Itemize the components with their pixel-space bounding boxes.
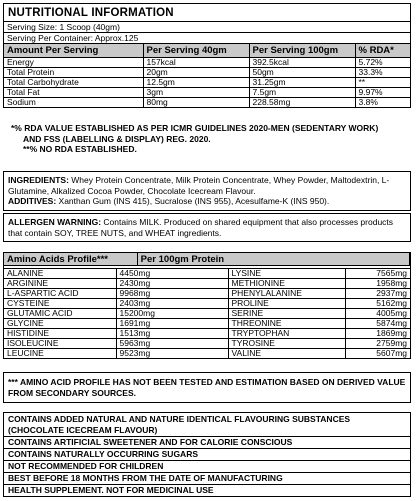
nutrient-value-100gm: 7.5gm <box>249 88 355 98</box>
rda-note-line2: AND FSS (LABELLING & DISPLAY) REG. 2020. <box>23 133 211 144</box>
additives-list: Xanthan Gum (INS 415), Sucralose (INS 955), Acesulfame-K (INS 950). <box>56 196 330 206</box>
amino-value: 4450mg <box>116 269 228 279</box>
amino-value: 5874mg <box>345 319 410 329</box>
amino-value: 5607mg <box>345 349 410 359</box>
amino-header-right: Per 100gm Protein <box>137 253 409 266</box>
amino-name: ARGININE <box>4 279 116 289</box>
nutrient-value-40gm: 3gm <box>143 88 249 98</box>
serving-size: Serving Size: 1 Scoop (40gm) <box>4 22 410 33</box>
amino-name: TRYPTOPHAN <box>228 329 345 339</box>
ingredients-label: INGREDIENTS: <box>8 175 69 185</box>
table-row <box>4 339 410 349</box>
nutrient-value-40gm: 12.5gm <box>143 78 249 88</box>
amino-name: CYSTEINE <box>4 299 116 309</box>
nutrition-title: NUTRITIONAL INFORMATION <box>4 4 410 22</box>
amino-name: PROLINE <box>228 299 345 309</box>
nutrient-rda: 33.3% <box>355 68 410 78</box>
amino-value: 2937mg <box>345 289 410 299</box>
rda-note-line1: *% RDA VALUE ESTABLISHED AS PER ICMR GUIDELINES 2020-MEN (SEDENTARY WORK) <box>11 123 379 133</box>
amino-value: 1958mg <box>345 279 410 289</box>
table-row <box>4 68 410 78</box>
amino-value: 9968mg <box>116 289 228 299</box>
nutrient-value-40gm: 157kcal <box>143 58 249 68</box>
ingredients-list: Whey Protein Concentrate, Milk Protein Concentrate, Whey Powder, Maltodextrin, L-Glutamine, Alkalized Cocoa Powder, Chocolate Icecream Flavour. <box>8 175 390 196</box>
nutrient-name: Total Fat <box>4 88 143 98</box>
amino-name: TYROSINE <box>228 339 345 349</box>
amino-name: GLYCINE <box>4 319 116 329</box>
amino-note: *** AMINO ACID PROFILE HAS NOT BEEN TESTED AND ESTIMATION BASED ON DERIVED VALUE FROM SECONDARY SOURCES. <box>8 377 406 398</box>
amino-value: 4005mg <box>345 309 410 319</box>
amino-name: SERINE <box>228 309 345 319</box>
amino-header-row <box>4 253 410 266</box>
nutrient-rda: 5.72% <box>355 58 410 68</box>
amino-name: L-ASPARTIC ACID <box>4 289 116 299</box>
nutrient-value-40gm: 80mg <box>143 98 249 108</box>
amino-value: 5963mg <box>116 339 228 349</box>
warning-sugars: CONTAINS NATURALLY OCCURRING SUGARS <box>4 449 410 461</box>
header-per-40gm: Per Serving 40gm <box>143 44 249 58</box>
allergen-panel <box>3 213 411 242</box>
table-row <box>4 58 410 68</box>
table-row <box>4 289 410 299</box>
amino-value: 2403mg <box>116 299 228 309</box>
ingredients-text <box>4 172 410 210</box>
nutrient-name: Energy <box>4 58 143 68</box>
warning-best-before: BEST BEFORE 18 MONTHS FROM THE DATE OF MANUFACTURING <box>4 473 410 485</box>
rda-note <box>3 123 411 155</box>
nutrition-panel <box>3 3 411 108</box>
ingredients-panel <box>3 171 411 211</box>
nutrient-rda: ** <box>355 78 410 88</box>
table-row <box>4 329 410 339</box>
header-rda: % RDA* <box>355 44 410 58</box>
header-amount: Amount Per Serving <box>4 44 143 58</box>
amino-value: 1869mg <box>345 329 410 339</box>
nutrient-value-40gm: 20gm <box>143 68 249 78</box>
header-per-100gm: Per Serving 100gm <box>249 44 355 58</box>
amino-name: PHENYLALANINE <box>228 289 345 299</box>
nutrient-value-100gm: 228.58mg <box>249 98 355 108</box>
nutrient-name: Sodium <box>4 98 143 108</box>
rda-note-line3: **% NO RDA ESTABLISHED. <box>23 144 137 154</box>
amino-name: THREONINE <box>228 319 345 329</box>
servings-per-container: Serving Per Container: Approx.125 <box>4 33 410 44</box>
amino-note-panel <box>3 372 411 403</box>
allergen-label: ALLERGEN WARNING: <box>8 217 102 227</box>
amino-value: 1513mg <box>116 329 228 339</box>
allergen-description: Contains MILK. Produced on shared equipment that also processes products that contain SOY, TREE NUTS, and WHEAT ingredients. <box>8 217 394 238</box>
table-row <box>4 299 410 309</box>
nutrient-value-100gm: 31.25gm <box>249 78 355 88</box>
amino-table <box>4 252 410 266</box>
amino-name: HISTIDINE <box>4 329 116 339</box>
amino-name: METHIONINE <box>228 279 345 289</box>
amino-name: LYSINE <box>228 269 345 279</box>
table-row <box>4 309 410 319</box>
nutrient-rda: 9.97% <box>355 88 410 98</box>
nutrient-name: Total Carbohydrate <box>4 78 143 88</box>
nutrient-value-100gm: 392.5kcal <box>249 58 355 68</box>
amino-values-table <box>4 268 410 359</box>
amino-value: 7565mg <box>345 269 410 279</box>
nutrition-table <box>4 43 410 108</box>
table-row <box>4 319 410 329</box>
table-row <box>4 98 410 108</box>
amino-value: 2430mg <box>116 279 228 289</box>
table-row <box>4 88 410 98</box>
allergen-text <box>4 214 410 241</box>
amino-name: LEUCINE <box>4 349 116 359</box>
nutrition-header-row <box>4 44 410 58</box>
amino-value: 15200mg <box>116 309 228 319</box>
warning-sweetener: CONTAINS ARTIFICIAL SWEETENER AND FOR CALORIE CONSCIOUS <box>4 437 410 449</box>
nutrient-value-100gm: 50gm <box>249 68 355 78</box>
additives-label: ADDITIVES: <box>8 196 57 206</box>
amino-header-left: Amino Acids Profile*** <box>4 253 137 266</box>
warnings-panel <box>3 412 411 497</box>
nutrient-rda: 3.8% <box>355 98 410 108</box>
amino-panel <box>3 252 411 359</box>
amino-value: 1691mg <box>116 319 228 329</box>
warning-children: NOT RECOMMENDED FOR CHILDREN <box>4 461 410 473</box>
amino-name: GLUTAMIC ACID <box>4 309 116 319</box>
amino-value: 9523mg <box>116 349 228 359</box>
amino-value: 2759mg <box>345 339 410 349</box>
amino-name: VALINE <box>228 349 345 359</box>
warning-health-supplement: HEALTH SUPPLEMENT. NOT FOR MEDICINAL USE <box>8 485 214 495</box>
warning-flavouring: CONTAINS ADDED NATURAL AND NATURE IDENTICAL FLAVOURING SUBSTANCES (CHOCOLATE ICECREAM FLAVOUR) <box>4 413 410 437</box>
amino-value: 5162mg <box>345 299 410 309</box>
amino-name: ALANINE <box>4 269 116 279</box>
amino-name: ISOLEUCINE <box>4 339 116 349</box>
table-row <box>4 269 410 279</box>
table-row <box>4 279 410 289</box>
table-row <box>4 349 410 359</box>
table-row <box>4 78 410 88</box>
nutrient-name: Total Protein <box>4 68 143 78</box>
